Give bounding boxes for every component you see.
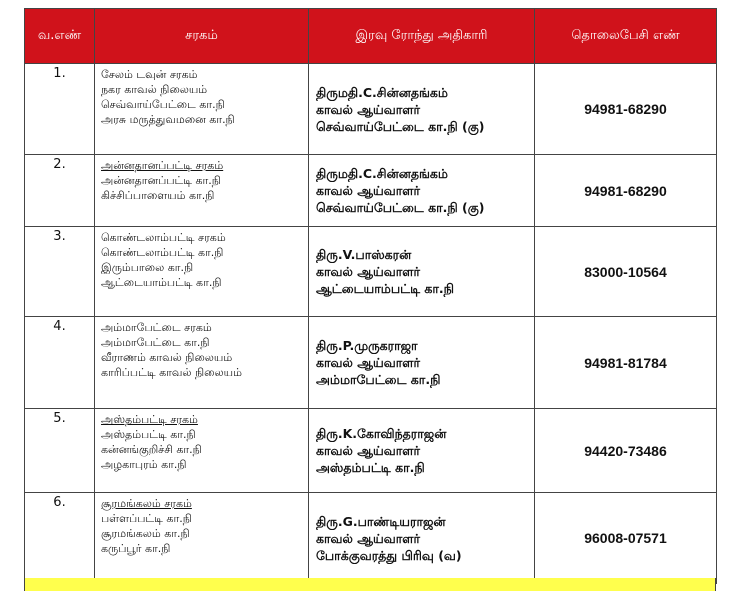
night-patrol-table bbox=[24, 8, 717, 584]
officer-rank: காவல் ஆய்வாளர் bbox=[316, 264, 421, 279]
row-number: 4. bbox=[25, 317, 95, 409]
officer-name: திரு.G.பாண்டியராஜன் bbox=[316, 513, 446, 529]
station-name: அஸ்தம்பட்டி கா.நி bbox=[101, 428, 196, 441]
table-row bbox=[25, 317, 717, 409]
phone-number: 94981-68290 bbox=[535, 64, 717, 155]
row-number: 3. bbox=[25, 227, 95, 317]
officer-rank: காவல் ஆய்வாளர் bbox=[316, 443, 421, 458]
header-officer: இரவு ரோந்து அதிகாரி bbox=[309, 9, 535, 64]
circle-cell bbox=[95, 64, 309, 155]
station-name: பள்ளப்பட்டி கா.நி bbox=[101, 512, 192, 525]
header-row bbox=[25, 9, 717, 64]
circle-cell bbox=[95, 409, 309, 493]
officer-name: திரு.P.முருகராஜா bbox=[316, 338, 418, 353]
circle-name: அஸ்தம்பட்டி சரகம் bbox=[101, 413, 198, 426]
officer-station: அஸ்தம்பட்டி கா.நி bbox=[316, 460, 425, 475]
station-name: நகர காவல் நிலையம் bbox=[101, 83, 208, 96]
circle-cell bbox=[95, 317, 309, 409]
header-circle: சரகம் bbox=[95, 9, 309, 64]
table-row bbox=[25, 409, 717, 493]
station-name: காரிப்பட்டி காவல் நிலையம் bbox=[101, 366, 242, 379]
officer-station: போக்குவரத்து பிரிவு (வ) bbox=[316, 547, 462, 563]
table-row bbox=[25, 155, 717, 227]
circle-cell bbox=[95, 227, 309, 317]
officer-cell bbox=[309, 64, 535, 155]
station-name: கொண்டலாம்பட்டி கா.நி bbox=[101, 246, 224, 259]
officer-name: திரு.V.பாஸ்கரன் bbox=[316, 247, 412, 262]
officer-station: செவ்வாய்பேட்டை கா.நி (கு) bbox=[316, 200, 485, 215]
officer-station: ஆட்டையாம்பட்டி கா.நி bbox=[316, 281, 455, 296]
circle-name: கொண்டலாம்பட்டி சரகம் bbox=[101, 231, 226, 244]
header-sno: வ.எண் bbox=[25, 9, 95, 64]
officer-rank: காவல் ஆய்வாளர் bbox=[316, 530, 421, 546]
station-name: கிச்சிப்பாளையம் கா.நி bbox=[101, 189, 215, 202]
station-name: கருப்பூர் கா.நி bbox=[101, 542, 171, 555]
circle-cell bbox=[95, 493, 309, 584]
phone-number: 94981-81784 bbox=[535, 317, 717, 409]
station-name: அரசு மருத்துவமனை கா.நி bbox=[101, 113, 235, 126]
officer-station: செவ்வாய்பேட்டை கா.நி (கு) bbox=[316, 118, 485, 134]
footer-strip bbox=[24, 578, 716, 591]
officer-cell bbox=[309, 317, 535, 409]
station-name: அம்மாபேட்டை கா.நி bbox=[101, 336, 210, 349]
officer-station: அம்மாபேட்டை கா.நி bbox=[316, 372, 441, 387]
station-name: அன்னதானப்பட்டி கா.நி bbox=[101, 174, 221, 187]
station-name: இரும்பாலை கா.நி bbox=[101, 261, 194, 274]
row-number: 5. bbox=[25, 409, 95, 493]
officer-cell bbox=[309, 155, 535, 227]
table-row bbox=[25, 64, 717, 155]
phone-number: 94981-68290 bbox=[535, 155, 717, 227]
circle-name: அம்மாபேட்டை சரகம் bbox=[101, 321, 212, 334]
officer-cell bbox=[309, 493, 535, 584]
officer-cell bbox=[309, 227, 535, 317]
officer-rank: காவல் ஆய்வாளர் bbox=[316, 355, 421, 370]
header-phone: தொலைபேசி எண் bbox=[535, 9, 717, 64]
circle-name: சூரமங்கலம் சரகம் bbox=[101, 497, 192, 510]
station-name: செவ்வாய்பேட்டை கா.நி bbox=[101, 98, 225, 111]
officer-name: திரு.K.கோவிந்தராஜன் bbox=[316, 426, 447, 441]
officer-cell bbox=[309, 409, 535, 493]
station-name: ஆட்டையாம்பட்டி கா.நி bbox=[101, 276, 222, 289]
circle-cell bbox=[95, 155, 309, 227]
row-number: 2. bbox=[25, 155, 95, 227]
circle-name: அன்னதானப்பட்டி சரகம் bbox=[101, 159, 224, 172]
phone-number: 83000-10564 bbox=[535, 227, 717, 317]
phone-number: 96008-07571 bbox=[535, 493, 717, 584]
row-number: 6. bbox=[25, 493, 95, 584]
station-name: வீராணம் காவல் நிலையம் bbox=[101, 351, 233, 364]
table-row bbox=[25, 227, 717, 317]
station-name: அழகாபுரம் கா.நி bbox=[101, 458, 187, 471]
phone-number: 94420-73486 bbox=[535, 409, 717, 493]
officer-name: திருமதி.C.சின்னதங்கம் bbox=[316, 166, 448, 181]
table-row bbox=[25, 493, 717, 584]
circle-name: சேலம் டவுன் சரகம் bbox=[101, 68, 198, 81]
officer-name: திருமதி.C.சின்னதங்கம் bbox=[316, 84, 448, 100]
station-name: சூரமங்கலம் கா.நி bbox=[101, 527, 190, 540]
officer-rank: காவல் ஆய்வாளர் bbox=[316, 183, 421, 198]
station-name: கன்னங்குறிச்சி கா.நி bbox=[101, 443, 202, 456]
officer-rank: காவல் ஆய்வாளர் bbox=[316, 101, 421, 117]
row-number: 1. bbox=[25, 64, 95, 155]
